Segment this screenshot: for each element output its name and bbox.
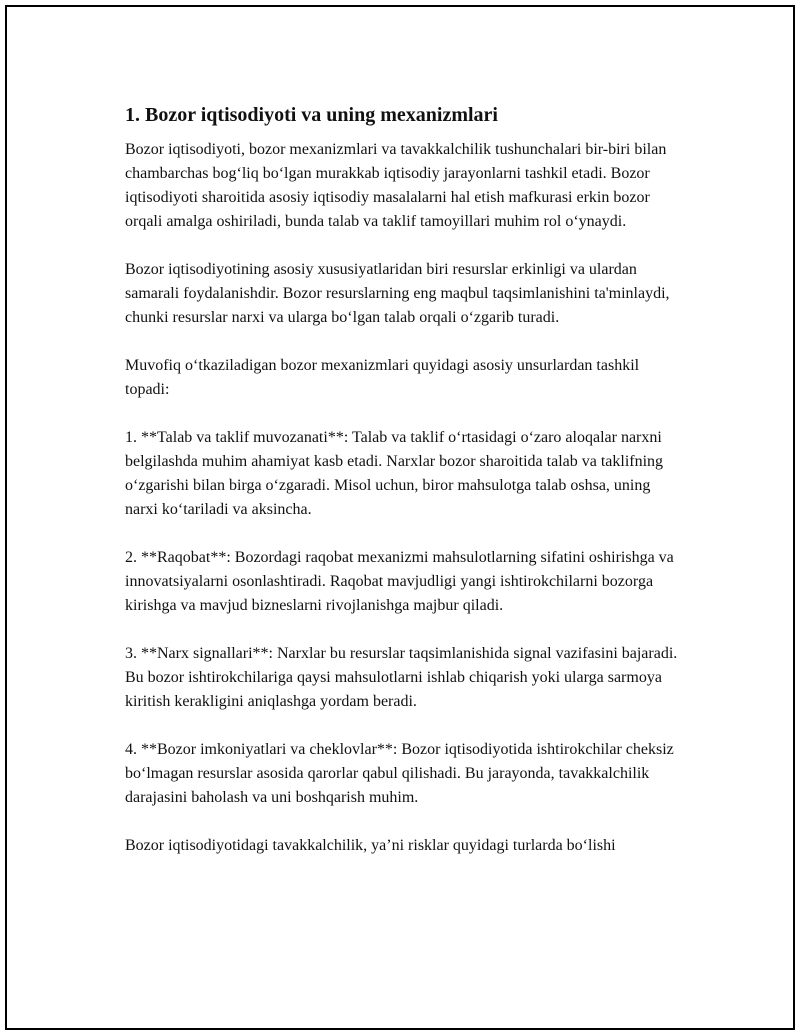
paragraph-mechanisms-intro: Muvofiq o‘tkaziladigan bozor mexanizmlari quyidagi asosiy unsurlardan tashkil topadi: [125, 357, 640, 398]
list-item-competition: 2. **Raqobat**: Bozordagi raqobat mexanizmi mahsulotlarning sifatini oshirishga va innovatsiyalarni osonlashtiradi. Raqobat mavjudligi yangi ishtirokchilarni bozorga kirishga va mavjud bizneslarni rivojlanishga majbur qiladi. [125, 549, 674, 614]
list-item-market-opportunities: 4. **Bozor imkoniyatlari va cheklovlar**: Bozor iqtisodiyotida ishtirokchilar cheksiz bo‘lmagan resurslar asosida qarorlar qabul qilishadi. Bu jarayonda, tavakkalchilik darajasini baholash va uni boshqarish muhim. [125, 741, 674, 806]
document-body [125, 102, 685, 882]
list-item-price-signals: 3. **Narx signallari**: Narxlar bu resurslar taqsimlanishida signal vazifasini bajaradi. Bu bozor ishtirokchilariga qaysi mahsulotlarni ishlab chiqarish yoki ularga sarmoya kiritish kerakligini aniqlashga yordam beradi. [125, 645, 678, 710]
list-item-supply-demand: 1. **Talab va taklif muvozanati**: Talab va taklif o‘rtasidagi o‘zaro aloqalar narxni belgilashda muhim ahamiyat kasb etadi. Narxlar bozor sharoitida talab va taklifning o‘zgarishi bilan birga o‘zgaradi. Misol uchun, biror mahsulotga talab oshsa, uning narxi ko‘tariladi va aksincha. [125, 429, 664, 518]
page-frame [5, 5, 795, 1030]
paragraph-intro: Bozor iqtisodiyoti, bozor mexanizmlari va tavakkalchilik tushunchalari bir-biri bilan chambarchas bog‘liq bo‘lgan murakkab iqtisodiy jarayonlarni tashkil etadi. Bozor iqtisodiyoti sharoitida asosiy iqtisodiy masalalarni hal etish mafkurasi erkin bozor orqali amalga oshiriladi, bunda talab va taklif tamoyillari muhim rol o‘ynaydi. [125, 141, 667, 230]
document-heading: 1. Bozor iqtisodiyoti va uning mexanizmlari [125, 104, 498, 126]
paragraph-risks: Bozor iqtisodiyotidagi tavakkalchilik, ya’ni risklar quyidagi turlarda bo‘lishi [125, 837, 616, 854]
paragraph-resources: Bozor iqtisodiyotining asosiy xususiyatlaridan biri resurslar erkinligi va ulardan samarali foydalanishdir. Bozor resurslarning eng maqbul taqsimlanishini ta'minlaydi, chunki resurslar narxi va ularga bo‘lgan talab orqali o‘zgarib turadi. [125, 261, 670, 326]
